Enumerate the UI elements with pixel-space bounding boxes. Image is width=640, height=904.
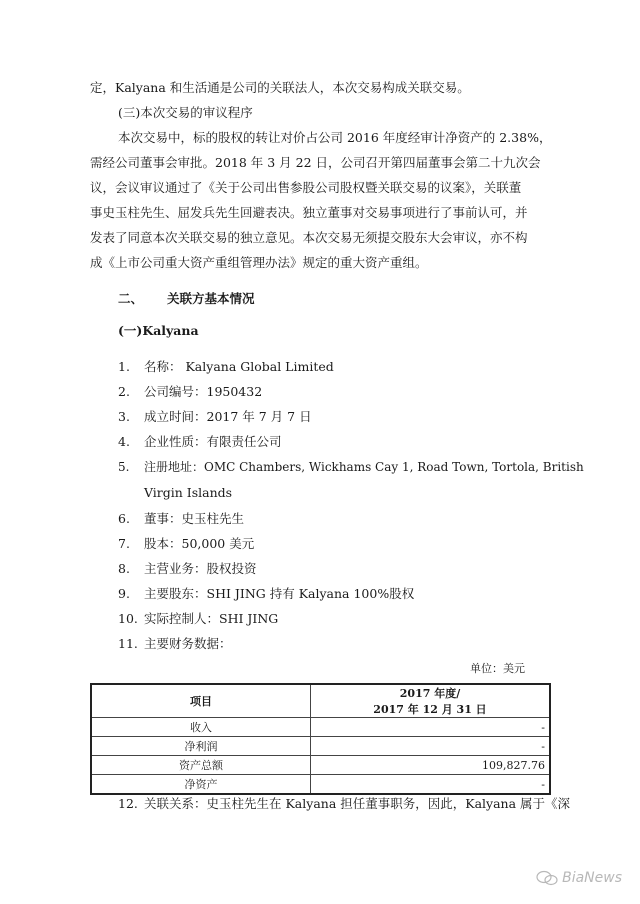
list-item: 2. 公司编号：1950432: [118, 384, 263, 399]
review-line-6: 成《上市公司重大资产重组管理办法》规定的重大资产重组。: [90, 255, 428, 270]
list-item: 11. 主要财务数据：: [118, 636, 232, 651]
table-cell-label: 净资产: [91, 775, 311, 795]
list-item: 8. 主营业务：股权投资: [118, 561, 257, 576]
list-item-continuation: Virgin Islands: [144, 485, 233, 500]
table-row: [91, 737, 550, 756]
list-item-relationship: 12. 关联关系：史玉柱先生在 Kalyana 担任董事职务，因此，Kalyana 属于《深: [118, 796, 571, 811]
table-cell-value: -: [311, 718, 551, 737]
intro-line: 定，Kalyana 和生活通是公司的关联法人，本次交易构成关联交易。: [90, 80, 470, 95]
section-two-title: 关联方基本情况: [167, 291, 255, 306]
review-line-4: 事史玉柱先生、屈发兵先生回避表决。独立董事对交易事项进行了事前认可，并: [90, 205, 528, 220]
table-row: [91, 756, 550, 775]
list-item: 4. 企业性质：有限责任公司: [118, 434, 282, 449]
section-two-number: 二、: [118, 291, 144, 306]
table-cell-label: 资产总额: [91, 756, 311, 775]
unit-label: 单位：美元: [470, 662, 525, 675]
watermark-text: BiaNews: [562, 870, 622, 886]
table-header-row: [91, 684, 550, 718]
table-header-period: 2017 年度/ 2017 年 12 月 31 日: [311, 684, 551, 718]
table-cell-value: -: [311, 775, 551, 795]
list-item: 10. 实际控制人：SHI JING: [118, 611, 279, 626]
review-line-2: 需经公司董事会审批。2018 年 3 月 22 日，公司召开第四届董事会第二十九次会: [90, 155, 541, 170]
table-row: [91, 718, 550, 737]
table-row: [91, 775, 550, 795]
review-line-5: 发表了同意本次关联交易的独立意见。本次交易无须提交股东大会审议，亦不构: [90, 230, 528, 245]
list-item: 1. 名称： Kalyana Global Limited: [118, 359, 334, 374]
list-item: 7. 股本：50,000 美元: [118, 536, 255, 551]
financial-table: [90, 683, 551, 795]
table-cell-label: 净利润: [91, 737, 311, 756]
review-line-3: 议，会议审议通过了《关于公司出售参股公司股权暨关联交易的议案》，关联董: [90, 180, 522, 195]
watermark: [536, 870, 622, 886]
table-cell-value: -: [311, 737, 551, 756]
table-header-item: 项目: [91, 684, 311, 718]
review-heading: (三)本次交易的审议程序: [118, 105, 253, 120]
list-item: 5. 注册地址：OMC Chambers, Wickhams Cay 1, Road Town, Tortola, British: [118, 460, 584, 474]
table-cell-value: 109,827.76: [311, 756, 551, 775]
list-item: 3. 成立时间：2017 年 7 月 7 日: [118, 409, 312, 424]
list-item: 9. 主要股东：SHI JING 持有 Kalyana 100%股权: [118, 586, 415, 601]
list-item: 6. 董事：史玉柱先生: [118, 511, 245, 526]
subsection-heading: (一)Kalyana: [118, 323, 199, 338]
review-line-1: 本次交易中，标的股权的转让对价占公司 2016 年度经审计净资产的 2.38%，: [118, 130, 552, 145]
table-cell-label: 收入: [91, 718, 311, 737]
chat-bubble-icon: [536, 870, 558, 886]
